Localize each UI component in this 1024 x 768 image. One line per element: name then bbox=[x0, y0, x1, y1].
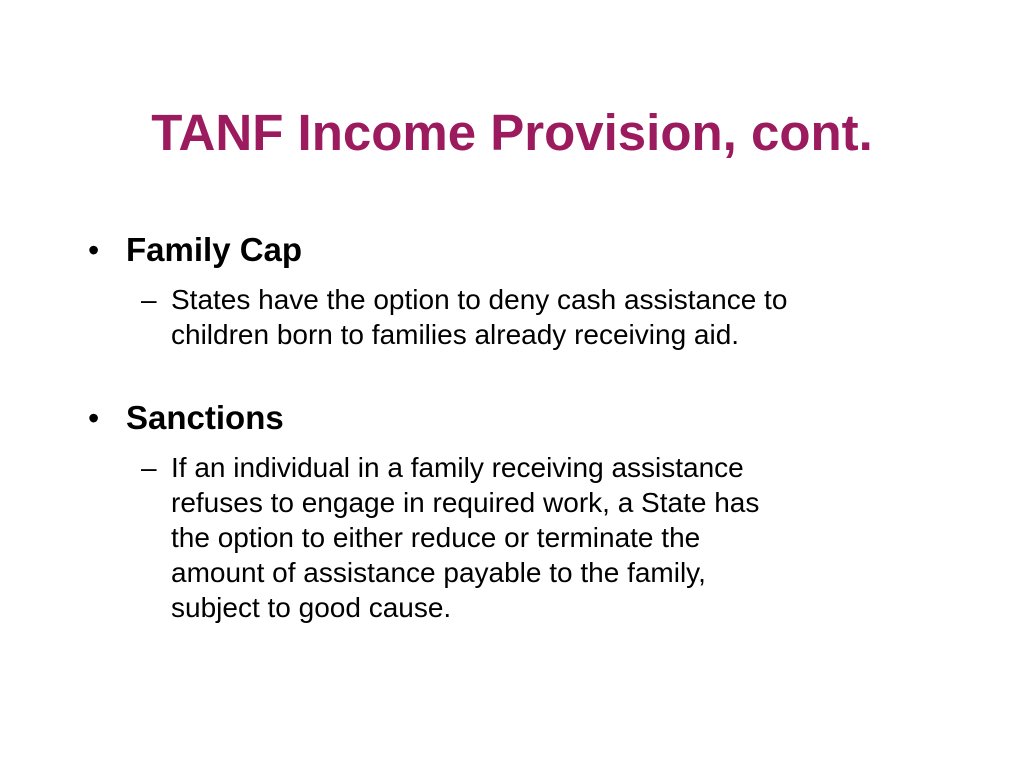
bullet-dot-icon: • bbox=[88, 232, 100, 268]
sub-text-line: refuses to engage in required work, a State has bbox=[171, 487, 760, 518]
sub-text bbox=[171, 450, 941, 625]
sub-item bbox=[88, 450, 948, 625]
bullet-heading: Sanctions bbox=[126, 399, 284, 436]
dash-icon: – bbox=[141, 452, 157, 483]
bullet-heading: Family Cap bbox=[126, 231, 303, 268]
bullet-item-sanctions bbox=[88, 394, 948, 625]
sub-text-line: the option to either reduce or terminate the bbox=[171, 522, 701, 553]
dash-icon: – bbox=[141, 284, 157, 315]
sub-text-line: subject to good cause. bbox=[171, 592, 452, 623]
sub-text-line: If an individual in a family receiving assistance bbox=[171, 452, 744, 483]
bullet-item-family-cap bbox=[88, 226, 948, 352]
sub-text-line: children born to families already receiving aid. bbox=[171, 319, 740, 350]
bullet-row bbox=[88, 226, 948, 274]
sub-text bbox=[171, 282, 941, 352]
bullet-dot-icon: • bbox=[88, 400, 100, 436]
bullet-row bbox=[88, 394, 948, 442]
sub-text-line: States have the option to deny cash assistance to bbox=[171, 284, 788, 315]
bullet-list bbox=[88, 226, 948, 625]
sub-text-line: amount of assistance payable to the family, bbox=[171, 557, 706, 588]
slide-title: TANF Income Provision, cont. bbox=[151, 104, 873, 161]
sub-item bbox=[88, 282, 948, 352]
